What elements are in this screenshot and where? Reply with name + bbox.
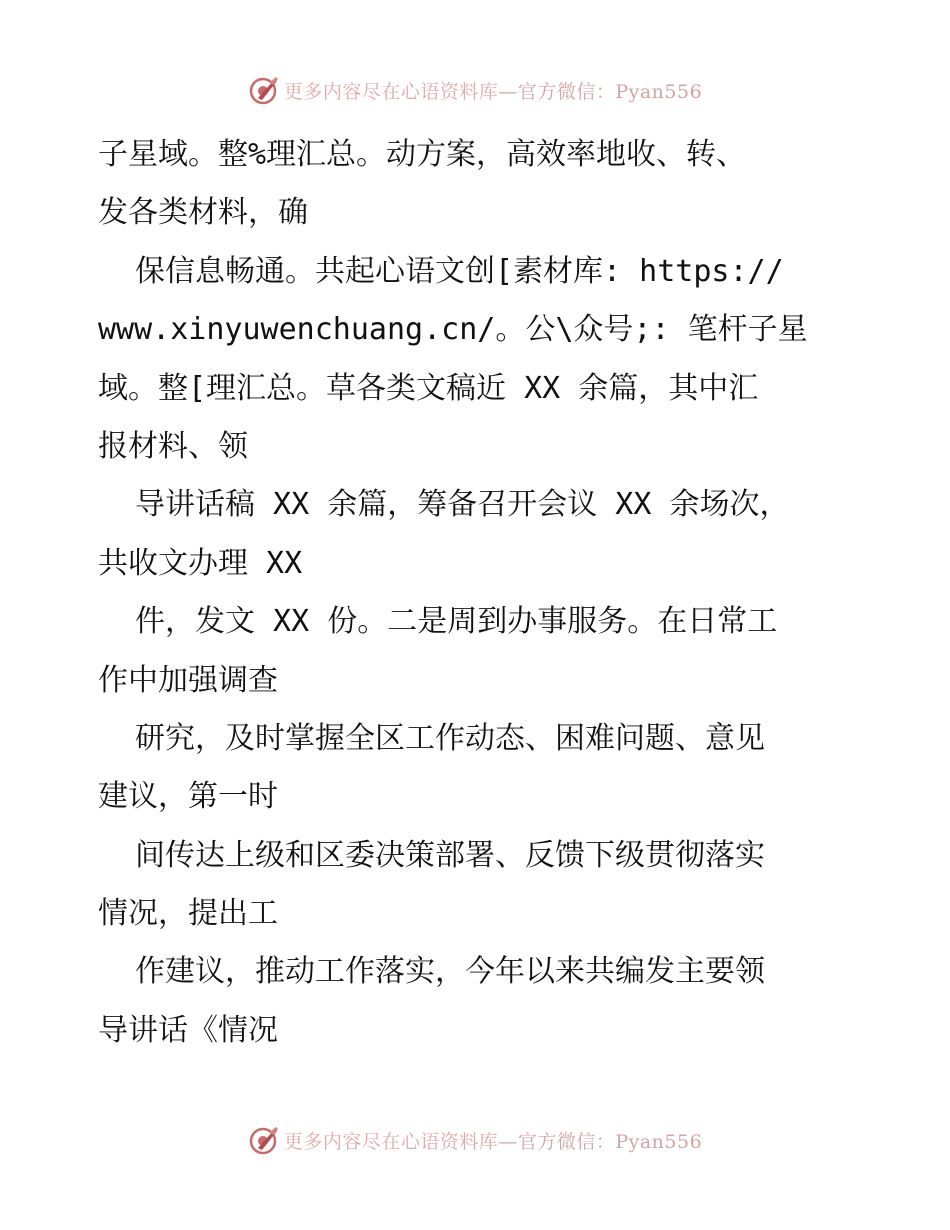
text-line: 间传达上级和区委决策部署、反馈下级贯彻落实	[135, 837, 765, 873]
text-line: 建议，第一时	[98, 779, 278, 815]
text-line: 发各类材料，确	[98, 195, 308, 231]
text-line: 件，发文 XX 份。二是周到办事服务。在日常工	[135, 604, 778, 640]
footer-watermark-text: 更多内容尽在心语资料库—官方微信：Pyan556	[283, 1130, 703, 1153]
text-line: 导讲话稿 XX 余篇，筹备召开会议 XX 余场次，	[135, 487, 790, 523]
text-line: 保信息畅通。共起心语文创[素材库: https://	[135, 253, 784, 289]
text-line: www.xinyuwenchuang.cn/。公\众号;: 笔杆子星	[98, 312, 808, 348]
text-line: 共收文办理 XX	[98, 545, 303, 581]
header-watermark-banner	[0, 72, 950, 108]
text-line: 作建议，推动工作落实，今年以来共编发主要领	[135, 954, 765, 990]
text-line: 研究，及时掌握全区工作动态、困难问题、意见	[135, 720, 765, 756]
text-line: 作中加强调查	[98, 662, 278, 698]
document-body	[98, 126, 858, 1060]
quill-logo-icon	[248, 74, 280, 106]
footer-watermark-banner	[0, 1122, 950, 1158]
text-line: 情况，提出工	[98, 896, 278, 932]
quill-logo-icon	[248, 1124, 280, 1156]
text-line: 子星域。整%理汇总。动方案，高效率地收、转、	[98, 137, 747, 172]
text-line: 导讲话《情况	[98, 1012, 278, 1048]
text-line: 域。整[理汇总。草各类文稿近 XX 余篇，其中汇	[98, 370, 759, 406]
text-line: 报材料、领	[98, 428, 248, 464]
header-watermark-text: 更多内容尽在心语资料库—官方微信：Pyan556	[283, 80, 703, 103]
